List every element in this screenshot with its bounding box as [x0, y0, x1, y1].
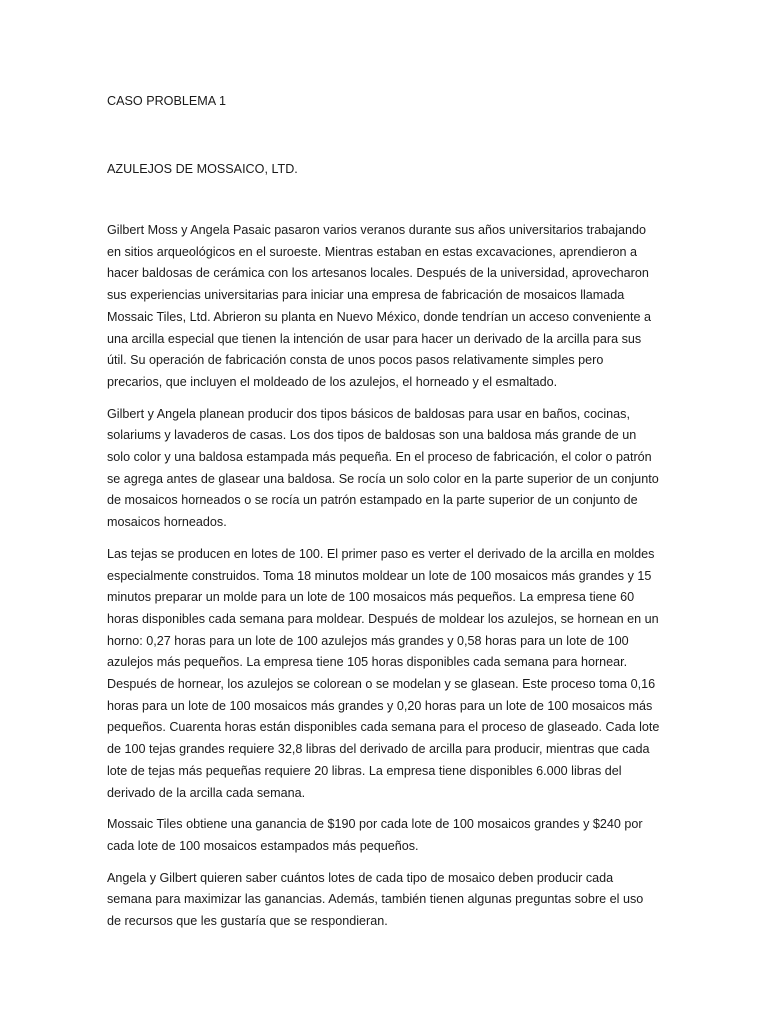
paragraph-question: Angela y Gilbert quieren saber cuántos lotes de cada tipo de mosaico deben producir cada semana para maximizar las ganancias. Además, también tienen algunas preguntas sobre el uso de recursos que les gustaría que se respondieran. — [107, 870, 644, 929]
case-label: CASO PROBLEMA 1 — [107, 94, 226, 108]
case-title: AZULEJOS DE MOSSAICO, LTD. — [107, 162, 298, 176]
body-text — [107, 220, 660, 943]
paragraph-profit: Mossaic Tiles obtiene una ganancia de $190 por cada lote de 100 mosaicos grandes y $240 por cada lote de 100 mosaicos estampados más pequeños. — [107, 817, 643, 853]
paragraph-intro: Gilbert Moss y Angela Pasaic pasaron varios veranos durante sus años universitarios trabajando en sitios arqueológicos en el suroeste. Mientras estaban en estas excavaciones, aprendieron a hacer baldosas de cerámica con los artesanos locales. Después de la universidad, aprovecharon sus experiencias universitarias para iniciar una empresa de fabricación de mosaicos llamada Mossaic Tiles, Ltd. Abrieron su planta en Nuevo México, donde tendrían un acceso conveniente a una arcilla especial que tienen la intención de usar para hacer un derivado de la arcilla para sus útil. Su operación de fabricación consta de unos pocos pasos relativamente simples pero precarios, que incluyen el moldeado de los azulejos, el horneado y el esmaltado. — [107, 223, 651, 389]
paragraph-tile-types: Gilbert y Angela planean producir dos tipos básicos de baldosas para usar en baños, cocinas, solariums y lavaderos de casas. Los dos tipos de baldosas son una baldosa más grande de un solo color y una baldosa estampada más pequeña. En el proceso de fabricación, el color o patrón se agrega antes de glasear una baldosa. Se rocía un solo color en la parte superior de un conjunto de mosaicos horneados o se rocía un patrón estampado en la parte superior de un conjunto de mosaicos horneados. — [107, 406, 659, 530]
paragraph-production: Las tejas se producen en lotes de 100. El primer paso es verter el derivado de la arcilla en moldes especialmente construidos. Toma 18 minutos moldear un lote de 100 mosaicos más grandes y 15 minutos preparar un molde para un lote de 100 mosaicos más pequeños. La empresa tiene 60 horas disponibles cada semana para moldear. Después de moldear los azulejos, se hornean en un horno: 0,27 horas para un lote de 100 azulejos más grandes y 0,58 horas para un lote de 100 azulejos más pequeños. La empresa tiene 105 horas disponibles cada semana para hornear. Después de hornear, los azulejos se colorean o se modelan y se glasean. Este proceso toma 0,16 horas para un lote de 100 mosaicos más grandes y 0,20 horas para un lote de 100 mosaicos más pequeños. Cuarenta horas están disponibles cada semana para el proceso de glaseado. Cada lote de 100 tejas grandes requiere 32,8 libras del derivado de arcilla para producir, mientras que cada lote de tejas más pequeñas requiere 20 libras. La empresa tiene disponibles 6.000 libras del derivado de la arcilla cada semana. — [107, 546, 660, 800]
